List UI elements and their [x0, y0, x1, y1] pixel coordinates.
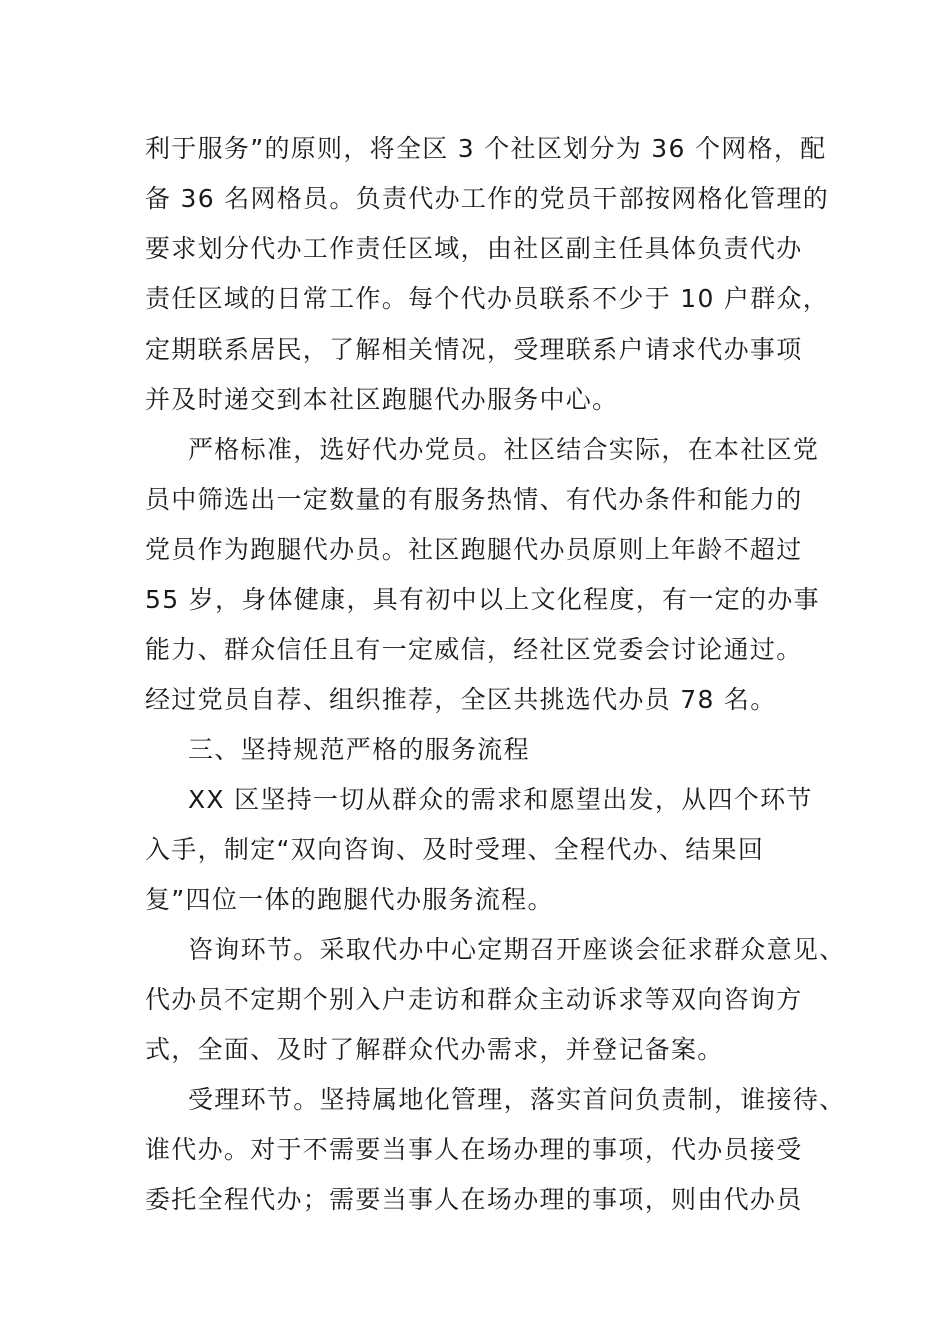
text-line: 定期联系居民，了解相关情况，受理联系户请求代办事项 [145, 335, 803, 364]
text-line: 委托全程代办；需要当事人在场办理的事项，则由代办员 [145, 1185, 803, 1214]
text-line: 党员作为跑腿代办员。社区跑腿代办员原则上年龄不超过 [145, 535, 803, 564]
text-line: 入手，制定“双向咨询、及时受理、全程代办、结果回 [145, 835, 765, 864]
paragraph-first-line: 受理环节。坚持属地化管理，落实首问负责制，谁接待、 [188, 1085, 846, 1114]
text-line: 式，全面、及时了解群众代办需求，并登记备案。 [145, 1035, 724, 1064]
text-line: 55 岁，身体健康，具有初中以上文化程度，有一定的办事 [145, 585, 820, 614]
text-line: 并及时递交到本社区跑腿代办服务中心。 [145, 385, 619, 414]
text-line: 备 36 名网格员。负责代办工作的党员干部按网格化管理的 [145, 184, 830, 213]
text-line: 谁代办。对于不需要当事人在场办理的事项，代办员接受 [145, 1135, 803, 1164]
paragraph-first-line: 咨询环节。采取代办中心定期召开座谈会征求群众意见、 [188, 935, 846, 964]
text-line: 复”四位一体的跑腿代办服务流程。 [145, 885, 554, 914]
text-line: 利于服务”的原则，将全区 3 个社区划分为 36 个网格，配 [145, 134, 827, 163]
text-line: 责任区域的日常工作。每个代办员联系不少于 10 户群众， [145, 284, 830, 313]
section-heading: 三、坚持规范严格的服务流程 [188, 735, 530, 764]
text-line: 代办员不定期个别入户走访和群众主动诉求等双向咨询方 [145, 985, 803, 1014]
text-line: 能力、群众信任且有一定威信，经社区党委会讨论通过。 [145, 635, 803, 664]
text-line: 员中筛选出一定数量的有服务热情、有代办条件和能力的 [145, 485, 803, 514]
paragraph-first-line: XX 区坚持一切从群众的需求和愿望出发，从四个环节 [188, 785, 813, 814]
text-line: 经过党员自荐、组织推荐，全区共挑选代办员 78 名。 [145, 685, 777, 714]
text-line: 要求划分代办工作责任区域，由社区副主任具体负责代办 [145, 234, 803, 263]
paragraph-first-line: 严格标准，选好代办党员。社区结合实际，在本社区党 [188, 435, 820, 464]
